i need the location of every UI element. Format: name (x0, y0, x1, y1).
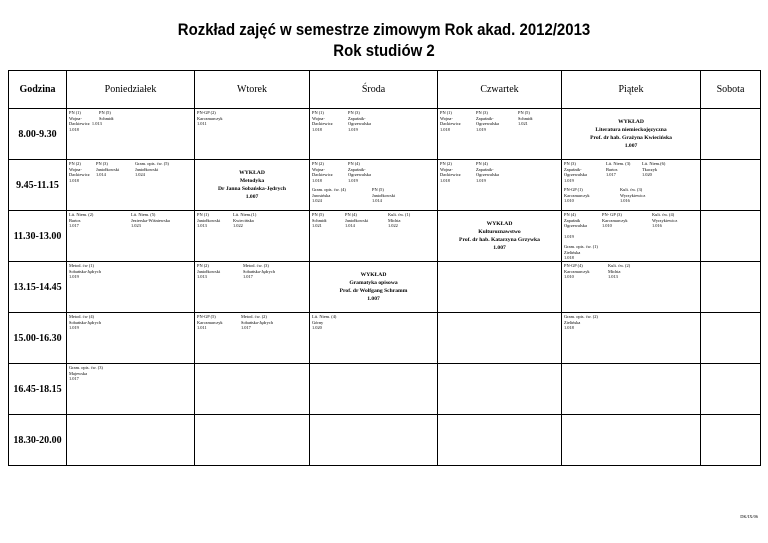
class-entry: PN (1) Wojna- Dackiewicz 1.018 (312, 110, 333, 132)
lecture-subject: Metodyka (239, 178, 265, 184)
class-entry: PN-GP (4) Karczmarczyk 1.010 (564, 263, 590, 280)
lecture-label: WYKŁAD (360, 272, 387, 278)
monday-cell (67, 160, 195, 211)
class-entry: Kult. ćw. (3) Wyrzykiewicz 1.016 (620, 187, 646, 204)
class-entry: 1.019 (564, 234, 574, 239)
thursday-cell (438, 160, 562, 211)
lecture-room: 1.007 (493, 245, 506, 251)
class-entry: PN-GP (1) Karczmarczyk 1.010 (564, 187, 590, 204)
monday-cell (67, 109, 195, 160)
col-header-monday: Poniedziałek (67, 71, 195, 109)
monday-cell (67, 364, 195, 415)
friday-lecture (562, 109, 701, 160)
class-entry: PN (1) Wojna- Dackiewicz 1.013 1.018 (69, 110, 102, 132)
tuesday-cell (195, 262, 310, 313)
tuesday-cell (195, 109, 310, 160)
time-row (9, 364, 761, 415)
wednesday-cell (310, 109, 438, 160)
tuesday-lecture (195, 160, 310, 211)
col-header-hour: Godzina (9, 71, 67, 109)
class-entry: PN (1) Wojna- Dackiewicz 1.018 (440, 110, 461, 132)
lecture-subject: Kulturoznawstwo (478, 229, 521, 235)
class-entry: Metod. ćw (4) Sobańska-Jędrych 1.019 (69, 314, 101, 331)
monday-cell (67, 415, 195, 466)
time-row (9, 415, 761, 466)
class-entry: Metod. ćw (1) Sobańska-Jędrych 1.019 (69, 263, 101, 280)
tuesday-cell (195, 211, 310, 262)
wednesday-cell (310, 415, 438, 466)
thursday-cell (438, 415, 562, 466)
saturday-cell (701, 415, 761, 466)
class-entry: PN (3) Zapaśnik- Ogrzewalska 1.019 (348, 110, 371, 132)
saturday-cell (701, 313, 761, 364)
class-entry: Kult. ćw. (1) Michta 1.022 (388, 212, 411, 229)
col-header-tuesday: Wtorek (195, 71, 310, 109)
class-entry: Lit. Niem.(6) Tkaczyk 1.020 (642, 161, 666, 178)
saturday-cell (701, 109, 761, 160)
lecture-subject: Literatura niemieckojęzyczna (595, 127, 667, 133)
saturday-cell (701, 364, 761, 415)
class-entry: PN (4) Zapaśnik Ogrzewalska (564, 212, 587, 229)
class-entry: Lit. Niem. (4) Górny 1.020 (312, 314, 337, 331)
saturday-cell (701, 211, 761, 262)
wednesday-cell (310, 364, 438, 415)
class-entry: Metod. ćw. (2) Sobańska-Jędrych 1.017 (241, 314, 273, 331)
lecture-professor: Prof. dr Wolfgang Schramm (339, 288, 408, 294)
class-entry: PN (5) Schmidt 1.021 (518, 110, 533, 127)
class-entry: Lit. Niem. (3) Bartos 1.017 (606, 161, 631, 178)
time-slot: 9.45-11.15 (9, 160, 67, 211)
class-entry: Gram. opis. ćw. (1) Zielińska 1.018 (564, 244, 598, 261)
class-entry: PN (5) Janiołkowski 1.014 (372, 187, 396, 204)
time-row (9, 160, 761, 211)
col-header-thursday: Czwartek (438, 71, 562, 109)
friday-cell (562, 364, 701, 415)
class-entry: PN (5) Schmidt 1.021 (312, 212, 327, 229)
monday-cell (67, 211, 195, 262)
lecture-room: 1.007 (624, 143, 638, 149)
class-entry: Gram. opis. ćw. (4) Jarosińska 1.024 (312, 187, 346, 204)
wednesday-cell (310, 313, 438, 364)
time-row (9, 262, 761, 313)
time-row (9, 109, 761, 160)
class-entry: PN (4) Janiołkowski 1.014 (345, 212, 369, 229)
class-entry: PN (2) Wojna- Dackiewicz 1.018 (312, 161, 333, 183)
wednesday-cell (310, 160, 438, 211)
time-row (9, 211, 761, 262)
class-entry: PN- GP (3) Karczmarczyk 1.010 (602, 212, 628, 229)
friday-cell (562, 211, 701, 262)
lecture-professor: Prof. dr hab. Grażyna Kwiecińska (590, 135, 672, 141)
class-entry: PN (2) Wojna- Dackiewicz 1.018 (440, 161, 461, 183)
thursday-cell (438, 109, 562, 160)
friday-cell (562, 262, 701, 313)
class-entry: PN (3) Zapaśnik- Ogrzewalska 1.019 (564, 161, 587, 183)
thursday-cell (438, 364, 562, 415)
class-entry: PN-GP (5) Karczmarczyk 1.011 (197, 314, 223, 331)
class-entry: Gram. opis. ćw. (2) Zielińska 1.018 (564, 314, 598, 331)
col-header-friday: Piątek (562, 71, 701, 109)
schedule-table (8, 70, 761, 466)
schedule-title: Rozkład zajęć w semestrze zimowym Rok akad. 2012/2013 (177, 20, 591, 39)
class-entry: Kult. ćw. (2) Michta 1.013 (608, 263, 631, 280)
class-entry: Gram. opis. ćw. (5) Janiołkowski 1.024 (135, 161, 169, 178)
lecture-label: WYKŁAD (618, 119, 644, 125)
time-slot: 16.45-18.15 (9, 364, 67, 415)
class-entry: PN (3) Janiołkowski 1.014 (96, 161, 120, 178)
class-entry: PN (5) Schmidt (99, 110, 114, 121)
lecture-label: WYKŁAD (486, 221, 513, 227)
col-header-saturday: Sobota (701, 71, 761, 109)
friday-cell (562, 415, 701, 466)
friday-cell (562, 160, 701, 211)
thursday-cell (438, 262, 562, 313)
monday-cell (67, 262, 195, 313)
class-entry: Gram. opis. ćw. (3) Majewska 1.017 (69, 365, 103, 382)
tuesday-cell (195, 415, 310, 466)
saturday-cell (701, 262, 761, 313)
lecture-professor: Dr Janna Sobańska-Jędrych (218, 186, 286, 192)
lecture-subject: Gramatyka opisowa (349, 280, 398, 286)
time-slot: 11.30-13.00 (9, 211, 67, 262)
time-slot: 18.30-20.00 (9, 415, 67, 466)
time-slot: 15.00-16.30 (9, 313, 67, 364)
wednesday-cell (310, 211, 438, 262)
saturday-cell (701, 160, 761, 211)
document-code: DK/IX/06 (740, 514, 758, 519)
class-entry: PN (4) Zapaśnik- Ogrzewalska 1.019 (348, 161, 371, 183)
wednesday-lecture (310, 262, 438, 313)
col-header-wednesday: Środa (310, 71, 438, 109)
lecture-professor: Prof. dr hab. Katarzyna Grzywka (459, 237, 540, 243)
thursday-lecture (438, 211, 562, 262)
class-entry: PN (1) Janiołkowski 1.013 (197, 212, 221, 229)
time-slot: 8.00-9.30 (9, 109, 67, 160)
time-row (9, 313, 761, 364)
lecture-room: 1.007 (245, 194, 259, 200)
class-entry: PN (3) Zapaśnik- Ogrzewalska 1.019 (476, 110, 499, 132)
class-entry: PN (2) Wojna- Dackiewicz 1.018 (69, 161, 90, 183)
lecture-label: WYKŁAD (239, 170, 265, 176)
class-entry: PN-GP (2) Karczmarczyk 1.011 (197, 110, 223, 127)
class-entry: Lit. Niem. (5) Jezierska-Wiśniewska 1.023 (131, 212, 170, 229)
thursday-cell (438, 313, 562, 364)
class-entry: Lit. Niem.(1) Kwiecińska 1.022 (233, 212, 257, 229)
study-year-title: Rok studiów 2 (333, 41, 435, 60)
monday-cell (67, 313, 195, 364)
class-entry: Lit. Niem. (2) Bartos 1.017 (69, 212, 94, 229)
tuesday-cell (195, 313, 310, 364)
lecture-room: 1.007 (367, 296, 380, 302)
class-entry: PN (2) Janiołkowski 1.013 (197, 263, 221, 280)
class-entry: PN (4) Zapaśnik- Ogrzewalska 1.019 (476, 161, 499, 183)
class-entry: Kult. ćw. (4) Wyrzykiewicz 1.016 (652, 212, 678, 229)
header-row (9, 71, 761, 109)
friday-cell (562, 313, 701, 364)
class-entry: Metod. ćw. (3) Sobańska-Jędrych 1.017 (243, 263, 275, 280)
time-slot: 13.15-14.45 (9, 262, 67, 313)
tuesday-cell (195, 364, 310, 415)
